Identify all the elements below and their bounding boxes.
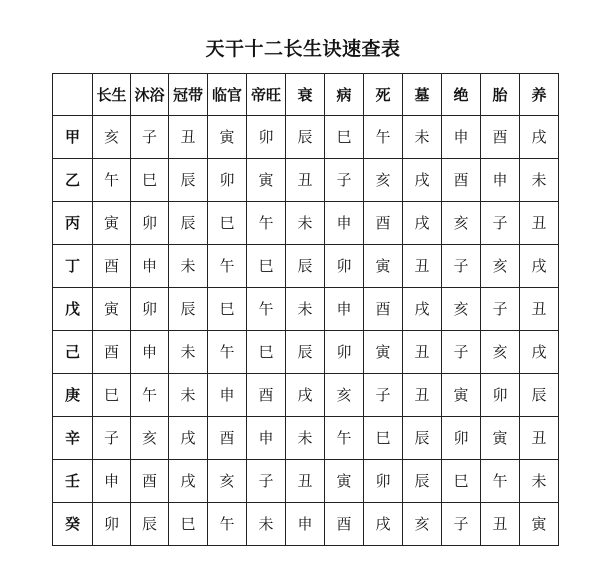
table-cell: 戌: [520, 116, 559, 159]
table-cell: 寅: [442, 374, 481, 417]
table-cell: 午: [481, 460, 520, 503]
table-cell: 巳: [169, 503, 208, 546]
table-cell: 未: [520, 460, 559, 503]
table-cell: 巳: [247, 245, 286, 288]
table-cell: 亥: [403, 503, 442, 546]
table-cell: 卯: [364, 460, 403, 503]
table-cell: 戌: [520, 245, 559, 288]
table-cell: 辰: [403, 417, 442, 460]
table-cell: 寅: [364, 331, 403, 374]
table-cell: 未: [286, 288, 325, 331]
table-cell: 丑: [520, 417, 559, 460]
table-cell: 酉: [364, 202, 403, 245]
table-cell: 酉: [247, 374, 286, 417]
column-header: 沐浴: [131, 74, 169, 116]
table-cell: 巳: [442, 460, 481, 503]
table-cell: 申: [208, 374, 247, 417]
table-cell: 巳: [131, 159, 169, 202]
table-cell: 寅: [325, 460, 364, 503]
table-cell: 丑: [403, 331, 442, 374]
table-row: [53, 159, 559, 202]
corner-cell: [53, 74, 93, 116]
table-cell: 戌: [286, 374, 325, 417]
table-cell: 申: [247, 417, 286, 460]
row-header-stem: 己: [53, 331, 93, 374]
table-row: [53, 331, 559, 374]
table-cell: 申: [131, 245, 169, 288]
table-cell: 子: [442, 245, 481, 288]
table-cell: 巳: [208, 202, 247, 245]
table-cell: 亥: [325, 374, 364, 417]
row-header-stem: 辛: [53, 417, 93, 460]
column-header: 绝: [442, 74, 481, 116]
table-cell: 卯: [325, 245, 364, 288]
table-cell: 亥: [442, 288, 481, 331]
changsheng-table: [52, 73, 559, 546]
table-cell: 巳: [325, 116, 364, 159]
table-row: [53, 503, 559, 546]
table-cell: 酉: [325, 503, 364, 546]
table-cell: 辰: [403, 460, 442, 503]
table-cell: 卯: [481, 374, 520, 417]
table-cell: 酉: [208, 417, 247, 460]
table-cell: 未: [169, 374, 208, 417]
table-cell: 未: [286, 417, 325, 460]
column-header: 长生: [93, 74, 131, 116]
table-row: [53, 202, 559, 245]
table-cell: 申: [481, 159, 520, 202]
table-cell: 卯: [247, 116, 286, 159]
table-cell: 丑: [169, 116, 208, 159]
table-row: [53, 417, 559, 460]
table-cell: 丑: [403, 374, 442, 417]
row-header-stem: 庚: [53, 374, 93, 417]
column-header: 养: [520, 74, 559, 116]
table-cell: 辰: [169, 202, 208, 245]
table-cell: 亥: [131, 417, 169, 460]
table-cell: 申: [442, 116, 481, 159]
table-cell: 丑: [286, 159, 325, 202]
table-cell: 申: [131, 331, 169, 374]
column-header: 冠带: [169, 74, 208, 116]
table-cell: 戌: [403, 288, 442, 331]
table-cell: 午: [208, 245, 247, 288]
table-cell: 丑: [481, 503, 520, 546]
table-cell: 巳: [247, 331, 286, 374]
table-cell: 亥: [481, 331, 520, 374]
column-header: 衰: [286, 74, 325, 116]
table-row: [53, 245, 559, 288]
table-cell: 亥: [364, 159, 403, 202]
table-cell: 戌: [403, 159, 442, 202]
table-cell: 子: [325, 159, 364, 202]
column-header: 死: [364, 74, 403, 116]
table-cell: 戌: [169, 417, 208, 460]
table-cell: 卯: [131, 288, 169, 331]
table-cell: 巳: [93, 374, 131, 417]
table-cell: 未: [286, 202, 325, 245]
column-header: 墓: [403, 74, 442, 116]
table-cell: 子: [247, 460, 286, 503]
table-cell: 寅: [93, 202, 131, 245]
row-header-stem: 戊: [53, 288, 93, 331]
table-row: [53, 374, 559, 417]
page-title: 天干十二长生诀速查表: [205, 38, 401, 60]
table-cell: 未: [247, 503, 286, 546]
table-cell: 寅: [364, 245, 403, 288]
row-header-stem: 癸: [53, 503, 93, 546]
table-cell: 辰: [286, 116, 325, 159]
table-cell: 寅: [481, 417, 520, 460]
table-cell: 巳: [208, 288, 247, 331]
table-cell: 子: [442, 503, 481, 546]
table-cell: 午: [247, 288, 286, 331]
column-header: 胎: [481, 74, 520, 116]
column-header: 临官: [208, 74, 247, 116]
table-cell: 子: [481, 288, 520, 331]
table-cell: 寅: [93, 288, 131, 331]
table-cell: 午: [208, 503, 247, 546]
table-cell: 辰: [286, 245, 325, 288]
table-cell: 卯: [442, 417, 481, 460]
table-row: [53, 460, 559, 503]
column-header: 帝旺: [247, 74, 286, 116]
table-cell: 午: [364, 116, 403, 159]
table-cell: 戌: [403, 202, 442, 245]
table-cell: 未: [520, 159, 559, 202]
table-cell: 戌: [169, 460, 208, 503]
table-cell: 酉: [442, 159, 481, 202]
table-cell: 辰: [169, 288, 208, 331]
table-cell: 丑: [403, 245, 442, 288]
table-cell: 辰: [131, 503, 169, 546]
table-cell: 申: [325, 202, 364, 245]
table-cell: 午: [93, 159, 131, 202]
table-cell: 巳: [364, 417, 403, 460]
table-cell: 申: [325, 288, 364, 331]
row-header-stem: 甲: [53, 116, 93, 159]
table-cell: 丑: [520, 288, 559, 331]
table-cell: 卯: [93, 503, 131, 546]
table-cell: 未: [403, 116, 442, 159]
table-cell: 丑: [286, 460, 325, 503]
table-cell: 午: [247, 202, 286, 245]
table-cell: 酉: [481, 116, 520, 159]
table-cell: 卯: [325, 331, 364, 374]
table-cell: 辰: [286, 331, 325, 374]
row-header-stem: 丁: [53, 245, 93, 288]
table-cell: 戌: [520, 331, 559, 374]
table-cell: 亥: [93, 116, 131, 159]
table-cell: 未: [169, 245, 208, 288]
table-cell: 午: [208, 331, 247, 374]
table-row: [53, 288, 559, 331]
table-cell: 午: [131, 374, 169, 417]
table-cell: 子: [364, 374, 403, 417]
table-cell: 辰: [169, 159, 208, 202]
table-cell: 酉: [364, 288, 403, 331]
row-header-stem: 丙: [53, 202, 93, 245]
table-cell: 午: [325, 417, 364, 460]
table-cell: 丑: [520, 202, 559, 245]
table-row: [53, 116, 559, 159]
table-cell: 亥: [481, 245, 520, 288]
table-cell: 酉: [93, 331, 131, 374]
table-cell: 寅: [520, 503, 559, 546]
table-cell: 酉: [131, 460, 169, 503]
table-cell: 子: [131, 116, 169, 159]
table-cell: 亥: [442, 202, 481, 245]
table-cell: 辰: [520, 374, 559, 417]
row-header-stem: 壬: [53, 460, 93, 503]
table-cell: 寅: [247, 159, 286, 202]
row-header-stem: 乙: [53, 159, 93, 202]
table-cell: 酉: [93, 245, 131, 288]
table-cell: 子: [442, 331, 481, 374]
header-row: [53, 74, 559, 116]
table-cell: 申: [286, 503, 325, 546]
table-cell: 子: [93, 417, 131, 460]
table-cell: 未: [169, 331, 208, 374]
table-cell: 寅: [208, 116, 247, 159]
table-cell: 子: [481, 202, 520, 245]
table-cell: 戌: [364, 503, 403, 546]
table-cell: 卯: [208, 159, 247, 202]
table-cell: 亥: [208, 460, 247, 503]
column-header: 病: [325, 74, 364, 116]
table-cell: 申: [93, 460, 131, 503]
table-cell: 卯: [131, 202, 169, 245]
